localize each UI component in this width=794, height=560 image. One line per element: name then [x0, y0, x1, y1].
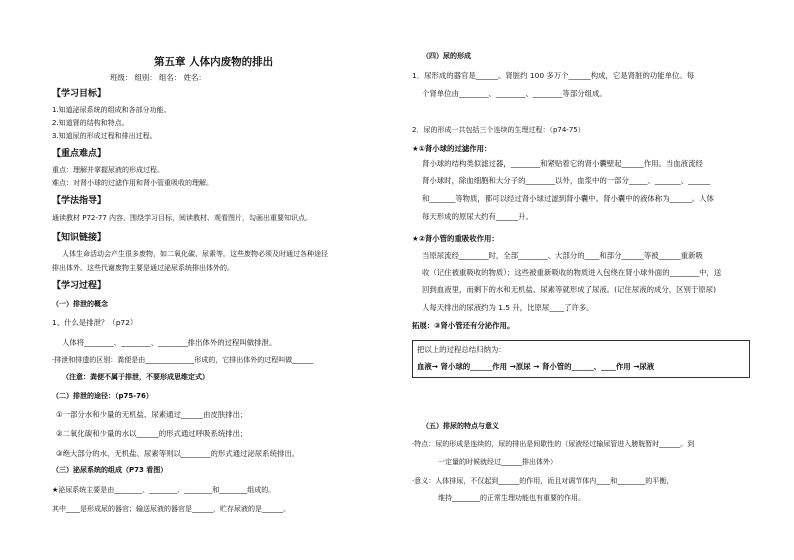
question-line: ·排泄和排遗的区别：粪便是由______________形成的，它排出体外的过程叫做______ — [52, 356, 314, 364]
glomerulus-line: 肾小球的结构类似滤过器，________和紧贴着它的肾小囊壁起______作用。当血液流经 — [422, 159, 703, 168]
glomerulus-line: 每天形成的原尿大约有______升。 — [422, 212, 533, 221]
key-item: 难点：对肾小球的过滤作用和肾小管重吸收的理解。 — [52, 179, 213, 187]
key-item: 重点：理解并掌握尿液的形成过程。 — [52, 166, 164, 174]
link-text: 排出体外。这些代谢废物主要是通过泌尿系统排出体外的。 — [52, 264, 234, 272]
glomerulus-heading: ★①肾小球的过滤作用： — [412, 144, 492, 153]
urine-line: 1．尿形成的器官是______。肾脏约 100 多万个______构成，它是肾脏的功能单位。每 — [412, 71, 695, 80]
tubule-line: 人每天排出的尿液约为 1.5 升，比原尿____了许多。 — [422, 303, 594, 312]
urine-line: 个肾单位由________、________、________等部分组成。 — [422, 89, 607, 98]
link-text: 人体生命活动会产生很多废物，如二氧化碳、尿素等。这些废物必须及时通过各种途径 — [62, 250, 328, 258]
key-heading: 【重点难点】 — [52, 149, 107, 159]
question: 1、什么是排泄？（p72） — [52, 318, 138, 327]
section-heading: （三）泌尿系统的组成（P73 看图） — [52, 466, 168, 474]
urine-line: 2．尿的形成一共包括三个连续的生理过程：（p74-75） — [412, 126, 585, 134]
tubule-line: 收（记住被重吸收的物质）；这些被重新吸收的物质进入包绕在肾小球外面的________中，送 — [422, 268, 722, 277]
feature-line: ·特点：尿的形成是连续的，尿的排出是间歇性的（尿液经过输尿管进入膀胱暂时______。到 — [412, 440, 695, 448]
method-text: 通读教材 P72-77 内容，围绕学习目标，阅读教材、观看图片，勾画出重要知识点。 — [52, 214, 313, 222]
urinary-line: 其中____是形成尿的器官；输送尿液的器官是______，贮存尿液的是______。 — [52, 505, 290, 513]
link-heading: 【知识链接】 — [52, 233, 107, 243]
urinary-line: ★泌尿系统主要是由________、________、________和________组成的。 — [52, 486, 276, 494]
question-line: 人体将________、________、________排出体外的过程叫做排泄。 — [62, 338, 277, 347]
glomerulus-line: 肾小球时，除血细胞和大分子的________以外，血浆中的一部分_____、_______、______ — [422, 176, 711, 185]
page-title: 第五章 人体内废物的排出 — [154, 56, 274, 68]
tubule-heading: ★②肾小管的重吸收作用： — [412, 234, 499, 243]
process-heading: 【学习过程】 — [52, 281, 107, 291]
goal-item: 2.知道肾的结构和特点。 — [52, 119, 129, 127]
section-heading: （四）尿的形成 — [422, 52, 471, 60]
tubule-line: 当原尿流经________时，全部________、大部分的____和部分______等被______重新吸 — [422, 251, 703, 260]
goal-item: 3.知道尿的形成过程和排出过程。 — [52, 132, 157, 140]
summary-flow: 血液→ 肾小球的______作用 →原尿 → 肾小管的______、____作用 →尿液 — [417, 362, 655, 371]
feature-line: 一定量的时候就经过______排出体外） — [438, 458, 557, 466]
summary-title: 把以上的过程总结归纳为： — [417, 345, 506, 354]
goal-heading: 【学习目标】 — [52, 89, 107, 99]
meaning-line: 维持________的正常生理功能也有重要的作用。 — [438, 494, 585, 502]
section-heading: （二）排泄的途径：（p75-76） — [52, 392, 153, 400]
note-line: （注意：粪便不属于排泄，不要形成思维定式） — [62, 373, 209, 381]
tubule-line: 回到血液里，而剩下的水和无机盐、尿素等就形成了尿液。(记住尿液的成分，区别于原尿) — [422, 285, 717, 294]
goal-item: 1.知道泌尿系统的组成和各部分功能。 — [52, 106, 171, 114]
extension-line: 拓展：③肾小管还有分泌作用。 — [412, 321, 515, 330]
method-heading: 【学法指导】 — [52, 196, 107, 206]
route-line: ①一部分水和少量的无机盐、尿素通过______由皮肤排出； — [56, 410, 248, 419]
glomerulus-line: 和_______等物质，都可以经过肾小球过滤到肾小囊中。肾小囊中的液体称为______。人体 — [422, 194, 714, 203]
route-line: ②二氧化碳和少量的水以______的形式通过呼吸系统排出； — [56, 429, 248, 438]
meaning-line: ·意义：人体排尿，不仅起到______的作用，而且对调节体内____和________的平衡， — [412, 477, 674, 485]
section-heading: （五）排尿的特点与意义 — [422, 422, 499, 430]
student-info-line: 班级： 组别： 组名： 姓名： — [110, 73, 206, 82]
route-line: ③绝大部分的水、无机盐、尿素等则以________的形式通过泌尿系统排出。 — [56, 449, 300, 458]
summary-box — [412, 340, 750, 378]
section-heading: （一）排泄的概念 — [52, 300, 108, 308]
